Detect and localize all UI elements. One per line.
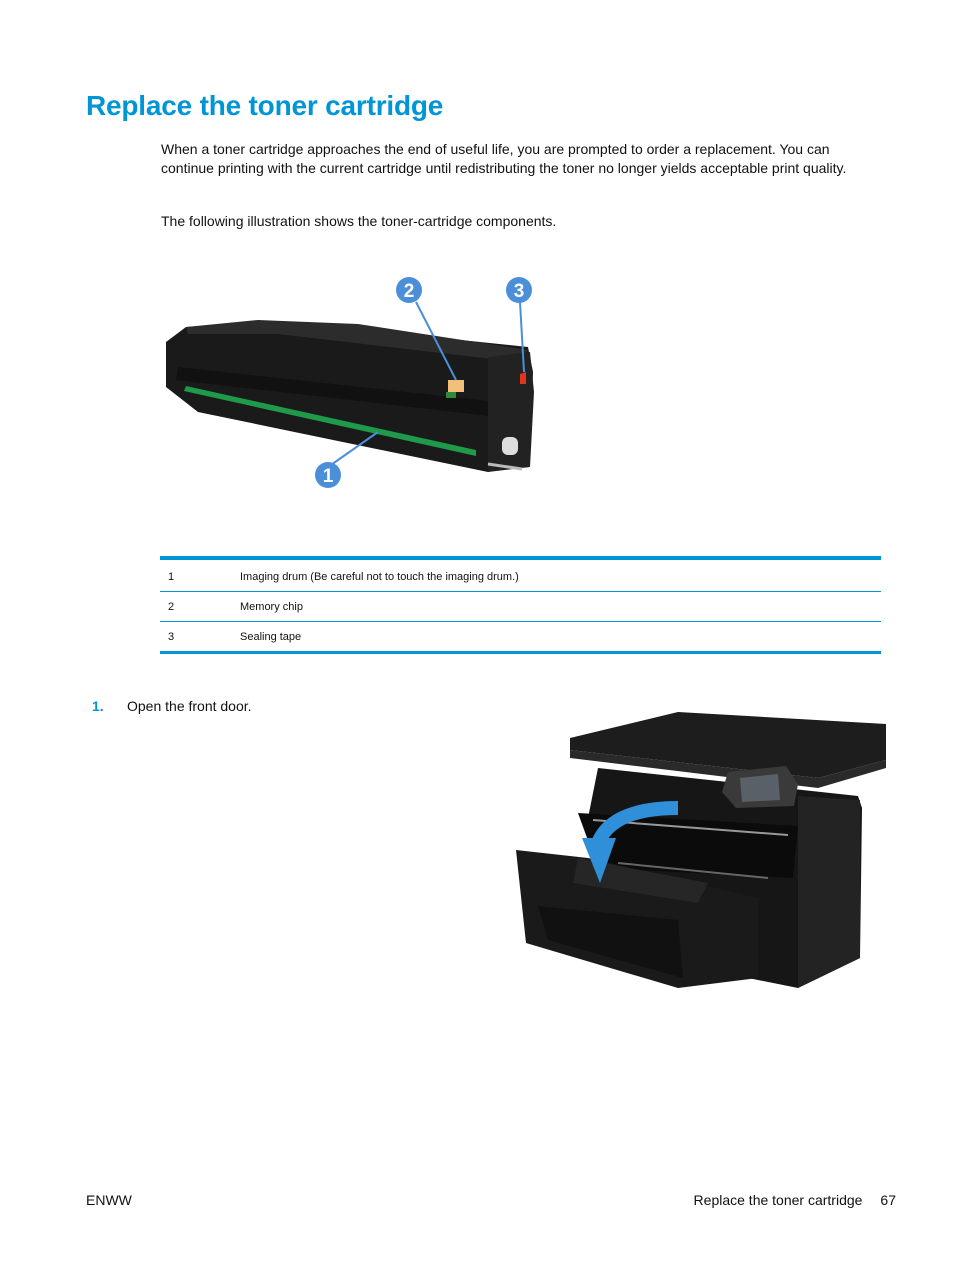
step-number: 1.	[92, 698, 104, 714]
printer-front-door-illustration	[508, 708, 892, 996]
table-row	[160, 592, 881, 622]
part-number: 2	[160, 592, 232, 622]
footer-section: Replace the toner cartridge	[693, 1192, 863, 1208]
callout-1: 1	[322, 466, 334, 487]
step-text: Open the front door.	[127, 698, 252, 714]
intro-paragraph: When a toner cartridge approaches the end of useful life, you are prompted to order a replacement. You can continue printing with the current cartridge until redistributing the toner no longer yields acceptable print quality.	[161, 141, 847, 176]
footer-left: ENWW	[86, 1192, 132, 1208]
toner-cartridge-illustration	[158, 272, 558, 492]
part-label: Sealing tape	[232, 622, 881, 653]
part-number: 3	[160, 622, 232, 653]
table-row	[160, 562, 881, 592]
sealing-tape	[520, 372, 526, 384]
callout-3: 3	[513, 281, 525, 302]
callout-2: 2	[403, 281, 415, 302]
step-1	[92, 698, 252, 714]
part-label: Memory chip	[232, 592, 881, 622]
page-number: 67	[880, 1192, 896, 1208]
part-label: Imaging drum (Be careful not to touch the imaging drum.)	[232, 562, 881, 592]
parts-table	[160, 556, 881, 654]
memory-chip	[448, 380, 464, 392]
table-row	[160, 622, 881, 653]
page-title: Replace the toner cartridge	[86, 90, 444, 121]
footer-right	[694, 1192, 896, 1208]
part-number: 1	[160, 562, 232, 592]
illustration-caption: The following illustration shows the toner-cartridge components.	[161, 213, 557, 229]
